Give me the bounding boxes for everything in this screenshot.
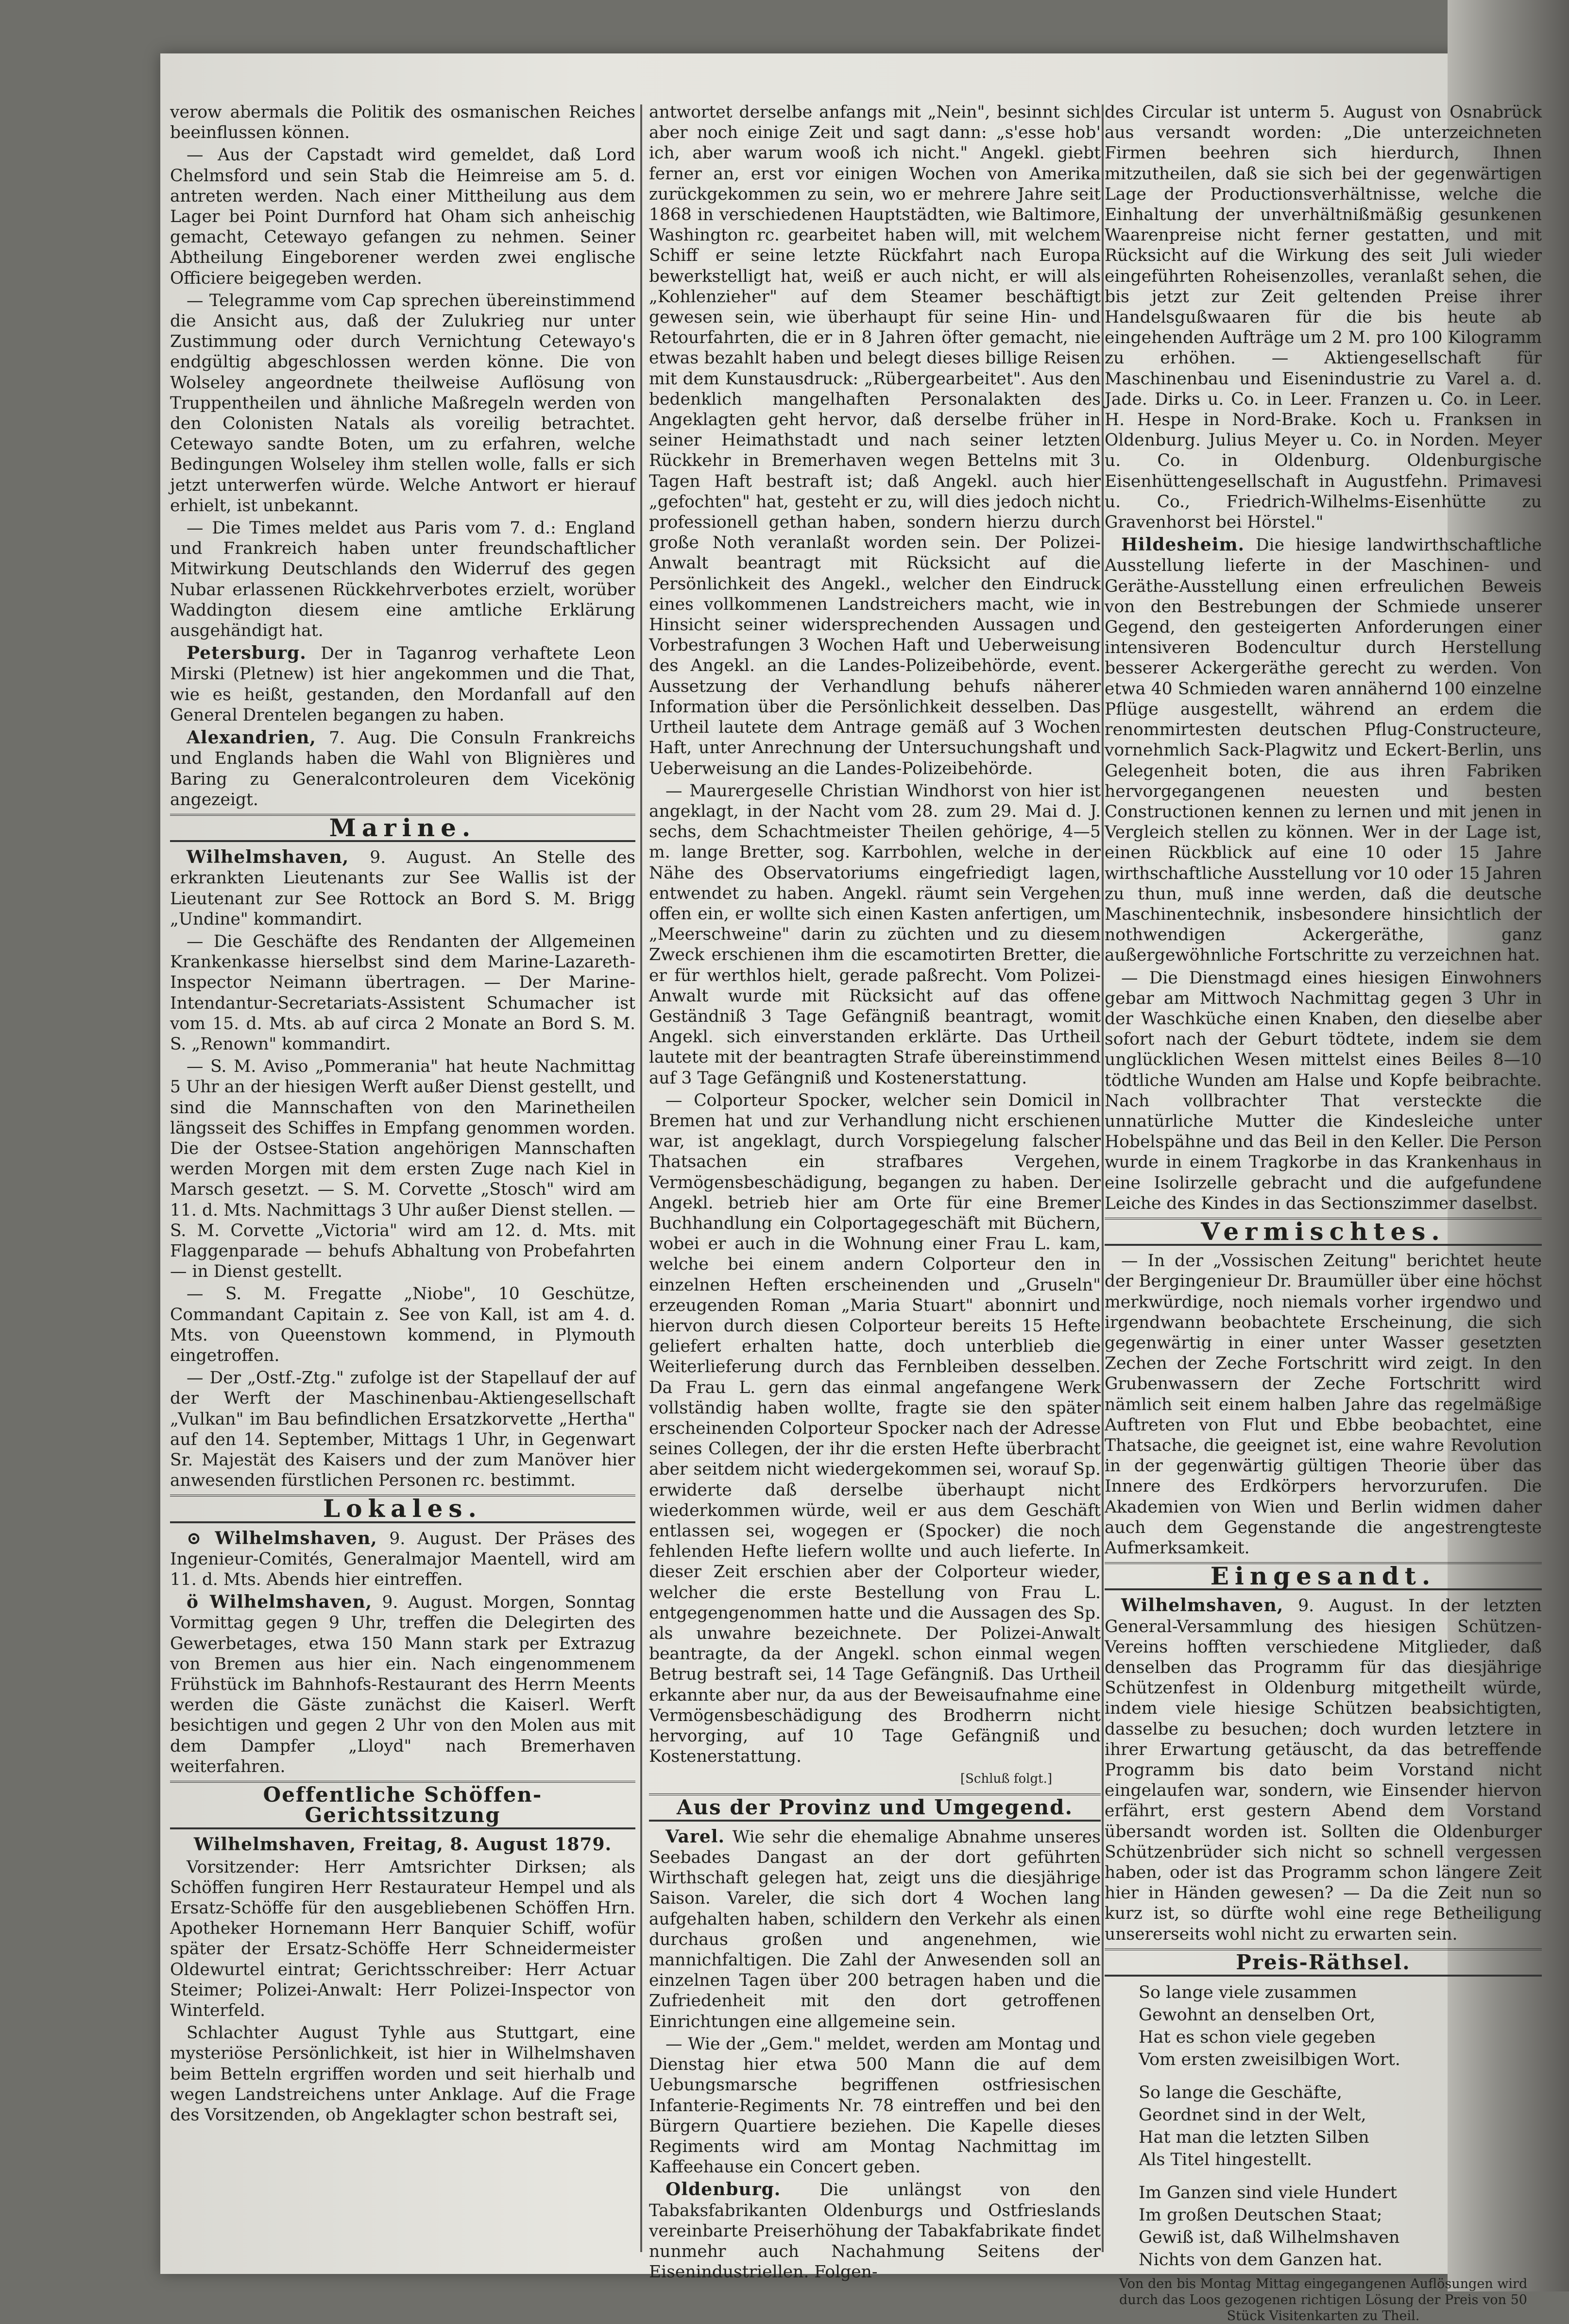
- paragraph: [170, 643, 635, 725]
- paragraph-text: 9. August. Der Präses des Ingenieur-Comités, Generalmajor Maentell, wird am 11. d. Mts. Abends hier eintreffen.: [170, 1529, 635, 1590]
- poem-line: Hat man die letzten Silben: [1139, 2128, 1369, 2148]
- paragraph-text: Die unlängst von den Tabaksfabrikanten Oldenburgs und Ostfrieslands vereinbarte Preiserhöhung der Tabakfabrikate findet nunmehr auch Nachahmung Seitens der Eisenindustriellen. Folgen-: [649, 2180, 1101, 2282]
- riddle-poem: [1139, 1981, 1542, 2271]
- section-heading-vermischtes: Vermischtes.: [1105, 1218, 1542, 1246]
- paragraph: — Der „Ostf.-Ztg." zufolge ist der Stapellauf der auf der Werft der Maschinenbau-Aktiengesellschaft „Vulkan" im Bau befindlichen Ersatzkorvette „Hertha" auf den 14. September, Mittags 1 Uhr, in Gegenwart Sr. Majestät des Kaisers und der zum Manöver hier anwesenden fürstlichen Personen rc. bestimmt.: [170, 1368, 635, 1491]
- column-3: [1105, 102, 1542, 2324]
- paragraph: — Aus der Capstadt wird gemeldet, daß Lord Chelmsford und sein Stab die Heimreise am 5. d. antreten werden. Nach einer Mittheilung aus dem Lager bei Point Durnford hat Oham sich anheischig gemacht, Cetewayo gefangen zu nehmen. Seiner Abtheilung Eingeborener werden zwei englische Officiere beigegeben werden.: [170, 145, 635, 288]
- continued-note: [Schluß folgt.]: [960, 1772, 1052, 1787]
- paragraph: — Wie der „Gem." meldet, werden am Montag und Dienstag hier etwa 500 Mann die auf dem Uebungsmarsche begriffenen ostfriesischen Infanterie-Regiments Nr. 78 eintreffen und bei den Bürgern Quartiere beziehen. Die Kapelle dieses Regiments wird am Montag Nachmittag im Kaffeehause ein Concert geben.: [649, 2034, 1101, 2177]
- dateline: Hildesheim.: [1121, 534, 1245, 555]
- paragraph: Schlachter August Tyhle aus Stuttgart, eine mysteriöse Persönlichkeit, ist hier in Wilhelmshaven beim Betteln ergriffen worden und seit hierhalb und wegen Landstreichens unter Anklage. Auf die Frage des Vorsitzenden, ob Angeklagter schon bestraft sei,: [170, 2023, 635, 2125]
- paragraph-text: Der in Taganrog verhaftete Leon Mirski (Pletnew) ist hier angekommen und die That, wie es heißt, gestanden, den Mordanfall auf den General Drentelen begangen zu haben.: [170, 644, 635, 725]
- court-dateline: Wilhelmshaven, Freitag, 8. August 1879.: [193, 1834, 612, 1855]
- paragraph: des Circular ist unterm 5. August von Osnabrück aus versandt worden: „Die unterzeichneten Firmen beehren sich hierdurch, Ihnen mitzutheilen, daß sie sich bei der gegenwärtigen Lage der Productionsverhältnisse, welche die Einhaltung der unverhältnißmäßig gesunkenen Waarenpreise nicht ferner gestatten, und mit Rücksicht auf die Wirkung des seit Juli wieder eingeführten Roheisenzolles, veranlaßt sehen, die bis jetzt zur Zeit geltenden Preise ihrer Handelsgußwaaren für die bis heute ab eingehenden Aufträge um 2 M. pro 100 Kilogramm zu erhöhen. — Aktiengesellschaft für Maschinenbau und Eisenindustrie zu Varel a. d. Jade. Dirks u. Co. in Leer. Franzen u. Co. in Leer. H. Hespe in Nord-Brake. Koch u. Franksen in Oldenburg. Julius Meyer u. Co. in Norden. Meyer u. Co. in Oldenburg. Oldenburgische Eisenhüttengesellschaft in Augustfehn. Primavesi u. Co., Friedrich-Wilhelms-Eisenhütte zu Gravenhorst bei Hörstel.": [1105, 103, 1542, 533]
- dateline: Petersburg.: [187, 643, 307, 664]
- section-heading-raetsel: Preis-Räthsel.: [1105, 1948, 1542, 1977]
- stanza-gap: [1139, 2171, 1542, 2182]
- section-heading-lokales: Lokales.: [170, 1495, 635, 1523]
- paragraph: — In der „Vossischen Zeitung" berichtet heute der Bergingenieur Dr. Braumüller über eine höchst merkwürdige, noch niemals vorher irgendwo und irgendwann beobachtete Erscheinung, die sich gegenwärtig in einer unter Wasser gesetzten Zechen der Zeche Fortschritt wird zeigt. In den Grubenwassern der Zeche Fortschritt wird nämlich seit einem halben Jahre das regelmäßige Auftreten von Flut und Ebbe beobachtet, eine Thatsache, die geeignet ist, eine wahre Revolution in der gegenwärtig gültigen Theorie über das Innere des Erdkörpers hervorzurufen. Die Akademien von Wien und Berlin widmen daher auch dem Gegenstande die angestrengteste Aufmerksamkeit.: [1105, 1251, 1542, 1558]
- paragraph: [170, 1528, 635, 1590]
- paragraph: [1105, 1595, 1542, 1944]
- poem-line: Hat es schon viele gegeben: [1139, 2028, 1376, 2048]
- paragraph-text: 7. Aug. Die Consuln Frankreichs und Englands haben die Wahl von Blignières und Baring zu Generalcontroleuren dem Vicekönig angezeigt.: [170, 728, 635, 809]
- poem-line: Geordnet sind in der Welt,: [1139, 2105, 1366, 2125]
- paragraph: Vorsitzender: Herr Amtsrichter Dirksen; als Schöffen fungiren Herr Restaurateur Hempel und als Ersatz-Schöffe für den ausgebliebenen Schöffen Hrn. Apotheker Hornemann Herr Banquier Schiff, wofür später der Ersatz-Schöffe Herr Schneidermeister Oldewurtel eintrat; Gerichtsschreiber: Herr Actuar Steimer; Polizei-Anwalt: Herr Polizei-Inspector von Winterfeld.: [170, 1857, 635, 2021]
- paragraph: [170, 847, 635, 930]
- column-1: [170, 102, 635, 2259]
- poem-line: So lange viele zusammen: [1139, 1983, 1357, 2003]
- section-heading-marine: Marine.: [170, 814, 635, 842]
- column-rule-1: [640, 104, 642, 2252]
- poem-line: Im Ganzen sind viele Hundert: [1139, 2183, 1397, 2203]
- paragraph: — Maurergeselle Christian Windhorst von hier ist angeklagt, in der Nacht vom 28. zum 29. Mai d. J. sechs, dem Schachtmeister Theilen gehörige, 4—5 m. lange Bretter, sog. Karrbohlen, welche in der Nähe des Observatoriums eingefriedigt lagen, entwendet zu haben. Angekl. räumt sein Vergehen offen ein, er wollte sich einen Kasten anfertigen, um „Meerschweine" darin zu züchten und zu diesem Zweck erschienen ihm die escamotirten Bretter, die er für werthlos hielt, gerade paßrecht. Vom Polizei-Anwalt wurde mit Rücksicht auf das offene Geständniß 3 Tage Gefängniß beantragt, womit Angekl. sich einverstanden erklärte. Das Urtheil lautete mit der beantragten Strafe übereinstimmend auf 3 Tage Gefängniß und Kostenerstattung.: [649, 781, 1101, 1088]
- paragraph: — Colporteur Spocker, welcher sein Domicil in Bremen hat und zur Verhandlung nicht erschienen war, ist angeklagt, durch Vorspiegelung falscher Thatsachen ein strafbares Vergehen, Vermögensbeschädigung, begangen zu haben. Der Angekl. betrieb hier am Orte für eine Bremer Buchhandlung ein Colportagegeschäft mit Büchern, wobei er auch in die Wohnung einer Frau L. kam, welche bei einem andern Colporteur den in einzelnen Heften erscheinenden und „Gruseln" erzeugenden Roman „Maria Stuart" abonnirt und hiervon durch diesen Colporteur bereits 15 Hefte geliefert erhalten hatte, doch unterblieb die Weiterlieferung durch das Fernbleiben desselben. Da Frau L. gern das einmal angefangene Werk vollständig haben wollte, fragte sie den später erscheinenden Colporteur Spocker nach der Adresse seines Collegen, der ihr die ersten Hefte überbracht aber seitdem nicht wiedergekommen sei, worauf Sp. erwiderte daß derselbe überhaupt nicht wiederkommen würde, weil er aus dem Geschäft entlassen sei, wogegen er (Spocker) die noch fehlenden Hefte liefern wollte und auch lieferte. In dieser Zeit erschien aber der Colporteur wieder, welcher die erste Bestellung von Frau L. entgegengenommen hatte und die Aussagen des Sp. als unwahre bezeichnete. Der Polizei-Anwalt beantragte, da der Angekl. schon einmal wegen Betrug bestraft sei, 14 Tage Gefängniß. Das Urtheil erkannte aber nur, da aus der Beweisaufnahme eine Vermögensbeschädigung des Brodherrn nicht hervorging, auf 10 Tage Gefängniß und Kostenerstattung.: [649, 1090, 1101, 1767]
- paragraph: — Die Dienstmagd eines hiesigen Einwohners gebar am Mittwoch Nachmittag gegen 3 Uhr in der Waschküche einen Knaben, den dieselbe aber sofort nach der Geburt tödtete, indem sie dem unglücklichen Wesen mittelst eines Beiles 8—10 tödtliche Wunden am Halse und Kopfe beibrachte. Nach vollbrachter That versteckte die unnatürliche Mutter die Kindesleiche unter Hobelspähne und das Beil in den Keller. Die Person wurde in einem Tragkorbe in das Krankenhaus in eine Isolirzelle gebracht und die aufgefundene Leiche des Kindes in das Sectionszimmer daselbst.: [1105, 968, 1542, 1213]
- paragraph: antwortet derselbe anfangs mit „Nein", besinnt sich aber noch einige Zeit und sagt dann: „s'esse hob' ich, aber warum wooß ich nicht." Angekl. giebt ferner an, erst vor einigen Wochen von Amerika zurückgekommen zu sein, wo er mehrere Jahre seit 1868 in verschiedenen Hauptstädten, wie Baltimore, Washington rc. gearbeitet haben will, mit welchem Schiff er seine letzte Rückfahrt nach Europa bewerkstelligt hat, weiß er auch nicht, er will als „Kohlenzieher" auf dem Steamer beschäftigt gewesen sein, wie überhaupt für seine Hin- und Retourfahrten, die er in 8 Jahren öfter gemacht, nie etwas bezahlt haben und belegt dieses billige Reisen mit dem Kunstausdruck: „Rübergearbeitet". Aus den bedenklich mangelhaften Personalakten des Angeklagten geht hervor, daß derselbe früher in seiner Heimathstadt und nach seiner letzten Rückkehr in Bremerhaven wegen Bettelns mit 3 Tagen Haft bestraft ist; daß Angekl. auch hier „gefochten" hat, gesteht er zu, will dies jedoch nicht professionell gethan haben, sondern hierzu durch große Noth veranlaßt worden sein. Der Polizei-Anwalt beantragt mit Rücksicht auf die Persönlichkeit des Angekl., welcher den Eindruck eines vollkommenen Landstreichers macht, wie in Hinsicht seiner widersprechenden Aussagen und Vorbestrafungen 3 Wochen Haft und Ueberweisung des Angekl. an die Landes-Polizeibehörde, event. Aussetzung der Verhandlung behufs näherer Information über die Persönlichkeit desselben. Das Urtheil lautete dem Antrage gemäß auf 3 Wochen Haft, unter Anrechnung der Untersuchungshaft und Ueberweisung an die Landes-Polizeibehörde.: [649, 103, 1101, 778]
- section-heading-eingesandt: Eingesandt.: [1105, 1562, 1542, 1590]
- paragraph: — S. M. Fregatte „Niobe", 10 Geschütze, Commandant Capitain z. See von Kall, ist am 4. d. Mts. von Queenstown kommend, in Plymouth eingetroffen.: [170, 1284, 635, 1365]
- paragraph: [1105, 534, 1542, 965]
- paragraph: [170, 1592, 635, 1777]
- dateline: Wilhelmshaven,: [187, 847, 349, 868]
- column-rule-2: [1102, 104, 1104, 2252]
- paragraph: — Telegramme vom Cap sprechen übereinstimmend die Ansicht aus, daß der Zulukrieg nur unter Zustimmung oder durch Vernichtung Cetewayo's endgültig abgeschlossen werden könne. Die von Wolseley angeordnete theilweise Auflösung von Truppentheilen und ähnliche Maßregeln werden von den Colonisten Natals als voreilig betrachtet. Cetewayo sandte Boten, um zu erfahren, welche Bedingungen Wolseley ihm stellen wolle, falls er sich jetzt unterwerfen würde. Welche Antwort er hierauf erhielt, ist unbekannt.: [170, 291, 635, 516]
- paragraph: [649, 2179, 1101, 2282]
- stanza-gap: [1139, 2071, 1542, 2082]
- dateline: Alexandrien,: [187, 727, 316, 748]
- paragraph-text: Wie sehr die ehemalige Abnahme unseres Seebades Dangast an der dort geführten Wirthschaft gelegen hat, zeigt uns die diesjährige Saison. Vareler, die sich dort 4 Wochen lang aufgehalten haben, schildern den Verkehr als einen durchaus großen und angenehmen, wie mannichfaltigen. Die Zahl der Anwesenden soll an einzelnen Tagen über 200 betragen haben und die Zufriedenheit mit den dort getroffenen Einrichtungen eine allgemeine sein.: [649, 1827, 1101, 2031]
- paragraph: [170, 727, 635, 810]
- poem-line: So lange die Geschäfte,: [1139, 2083, 1342, 2103]
- paragraph: — S. M. Aviso „Pommerania" hat heute Nachmittag 5 Uhr an der hiesigen Werft außer Dienst gestellt, und sind die Mannschaften von den Marinetheilen längsseit des Schiffes in Empfang genommen worden. Die der Ostsee-Station angehörigen Mannschaften werden Morgen mit dem ersten Zuge nach Kiel in Marsch gesetzt. — S. M. Corvette „Stosch" wird am 11. d. Mts. Nachmittags 3 Uhr außer Dienst stellen. — S. M. Corvette „Victoria" wird am 12. d. Mts. mit Flaggenparade — behufs Abhaltung von Probefahrten — in Dienst gestellt.: [170, 1057, 635, 1282]
- poem-line: Vom ersten zweisilbigen Wort.: [1139, 2050, 1400, 2070]
- section-heading-provinz: Aus der Provinz und Umgegend.: [649, 1793, 1101, 1822]
- poem-line: Als Titel hingestellt.: [1139, 2150, 1312, 2170]
- paragraph: — Die Geschäfte des Rendanten der Allgemeinen Krankenkasse hierselbst sind dem Marine-Lazareth-Inspector Neimann übertragen. — Der Marine-Intendantur-Secretariats-Assistent Schumacher ist vom 15. d. Mts. ab auf circa 2 Monate an Bord S. M. S. „Renown" kommandirt.: [170, 931, 635, 1054]
- dateline: ⊙ Wilhelmshaven,: [187, 1528, 377, 1549]
- paragraph: — Die Times meldet aus Paris vom 7. d.: England und Frankreich haben unter freundschaftlicher Mitwirkung Deutschlands den Widerruf des gegen Nubar erlassenen Rückkehrverbotes erzielt, worüber Waddington diesem eine amtliche Erklärung ausgehändigt hat.: [170, 518, 635, 641]
- dateline: Varel.: [665, 1826, 725, 1847]
- riddle-note: Von den bis Montag Mittag eingegangenen Auflösungen wird durch das Loos gezogenen richtigen Lösung der Preis von 50 Stück Visitenkarten zu Theil.: [1119, 2276, 1528, 2324]
- poem-line: Nichts von dem Ganzen hat.: [1139, 2250, 1382, 2270]
- paragraph-text: 9. August. An Stelle des erkrankten Lieutenants zur See Wallis ist der Lieutenant zur See Rottock an Bord S. M. Brigg „Undine" kommandirt.: [170, 848, 635, 929]
- poem-line: Im großen Deutschen Staat;: [1139, 2205, 1382, 2225]
- section-heading-court: Oeffentliche Schöffen-Gerichtssitzung: [170, 1781, 635, 1829]
- paragraph: verow abermals die Politik des osmanischen Reiches beeinflussen können.: [170, 103, 635, 143]
- paragraph-text: 9. August. Morgen, Sonntag Vormittag gegen 9 Uhr, treffen die Delegirten des Gewerbetages, etwa 150 Mann stark per Extrazug von Bremen aus hier ein. Nach eingenommenem Frühstück im Bahnhofs-Restaurant des Herrn Meents werden die Gäste zunächst die Kaiserl. Werft besichtigen und gegen 2 Uhr von den Molen aus mit dem Dampfer „Lloyd" nach Bremerhaven weiterfahren.: [170, 1593, 635, 1776]
- poem-line: Gewiß ist, daß Wilhelmshaven: [1139, 2228, 1400, 2248]
- paragraph: [649, 1826, 1101, 2032]
- dateline: Wilhelmshaven,: [1121, 1595, 1284, 1616]
- paragraph-text: Die hiesige landwirthschaftliche Ausstellung lieferte in der Maschinen- und Geräthe-Ausstellung einen erfreulichen Beweis von den Bestrebungen der Schmiede unserer Gegend, den gesteigerten Anforderungen einer intensiveren Bodencultur durch Herstellung besserer Ackergeräthe gerecht zu werden. Von etwa 40 Schmieden waren annähernd 100 einzelne Pflüge ausgestellt, während an erdem die renommirtesten deutschen Pflug-Constructeure, vornehmlich Sack-Plagwitz und Eckert-Berlin, uns Gelegenheit boten, die aus ihren Fabriken hervorgegangenen neuesten und besten Constructionen kennen zu lernen und mit jenen in Vergleich stellen zu können. Wer in der Lage ist, einen Rückblick auf eine 10 oder 15 Jahre wirthschaftliche Ausstellung vor 10 oder 15 Jahren zu thun, muß inne werden, daß die deutsche Maschinentechnik, insbesondere hinsichtlich der nothwendigen Ackergeräthe, ganz außergewöhnliche Fortschritte zu verzeichnen hat.: [1105, 535, 1542, 965]
- column-2: [649, 102, 1101, 2282]
- poem-line: Gewohnt an denselben Ort,: [1139, 2005, 1376, 2025]
- dateline: ö Wilhelmshaven,: [187, 1592, 373, 1613]
- dateline: Oldenburg.: [665, 2179, 781, 2200]
- paragraph-text: 9. August. In der letzten General-Versammlung des hiesigen Schützen-Vereins hofften verschiedene Mitglieder, daß denselben das Programm für das diesjährige Schützenfest in Oldenburg mitgetheilt würde, indem viele hiesige Schützen beabsichtigten, dasselbe zu besuchen; doch wurden letztere in ihrer Erwartung getäuscht, da das betreffende Programm bis dato beim Vorstand nicht eingelaufen war, sondern, wie Einsender hiervon erfährt, erst gestern Abend dem Vorstand übersandt worden ist. Sollten die Oldenburger Schützenbrüder sich nicht so schnell vergessen haben, oder ist das Programm schon längere Zeit hier in Händen gewesen? — Da die Zeit nun so kurz ist, so dürfte wohl eine rege Betheiligung unsererseits wohl nicht zu erwarten sein.: [1105, 1596, 1542, 1944]
